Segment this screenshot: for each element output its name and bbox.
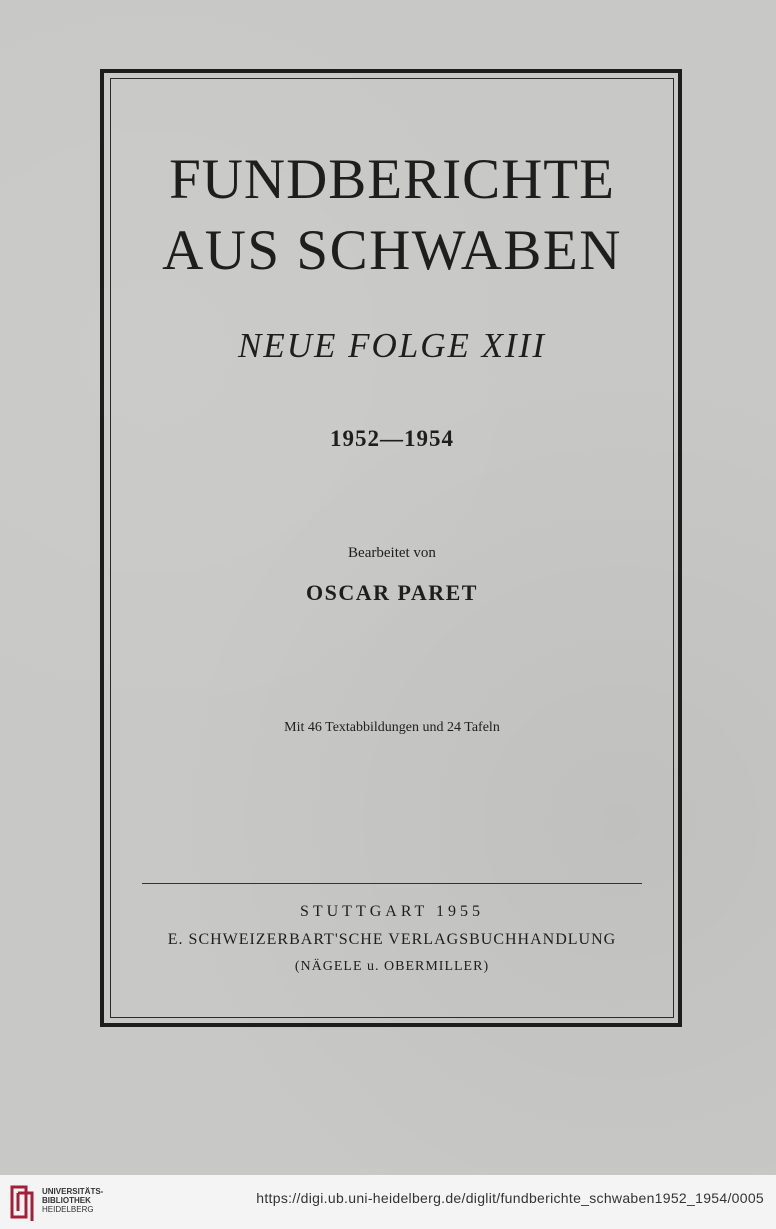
editor-name: OSCAR PARET xyxy=(306,580,478,605)
years-range: 1952—1954 xyxy=(330,426,454,451)
illustrations-note: Mit 46 Textabbildungen und 24 Tafeln xyxy=(284,720,500,735)
library-logo-icon xyxy=(8,1181,38,1223)
title-line-1: FUNDBERICHTE xyxy=(169,148,615,211)
logo-line-1: UNIVERSITÄTS- xyxy=(42,1187,104,1196)
logo-line-3: HEIDELBERG xyxy=(42,1205,94,1214)
imprint-printer: (NÄGELE u. OBERMILLER) xyxy=(294,959,490,974)
permalink-url[interactable]: https://digi.ub.uni-heidelberg.de/diglit/fundberichte_schwaben1952_1954/0005 xyxy=(256,1190,764,1206)
imprint-place-year: STUTTGART 1955 xyxy=(299,903,485,920)
viewer-footer xyxy=(0,1175,776,1229)
edited-by-label: Bearbeitet von xyxy=(348,545,436,561)
series-heading: NEUE FOLGE XIII xyxy=(237,326,546,365)
title-line-2: AUS SCHWABEN xyxy=(162,219,622,282)
logo-line-2: BIBLIOTHEK xyxy=(42,1196,91,1205)
imprint-divider xyxy=(142,883,642,884)
library-logo-text xyxy=(42,1187,103,1214)
imprint-publisher: E. SCHWEIZERBART'SCHE VERLAGSBUCHHANDLUNG xyxy=(167,931,617,948)
